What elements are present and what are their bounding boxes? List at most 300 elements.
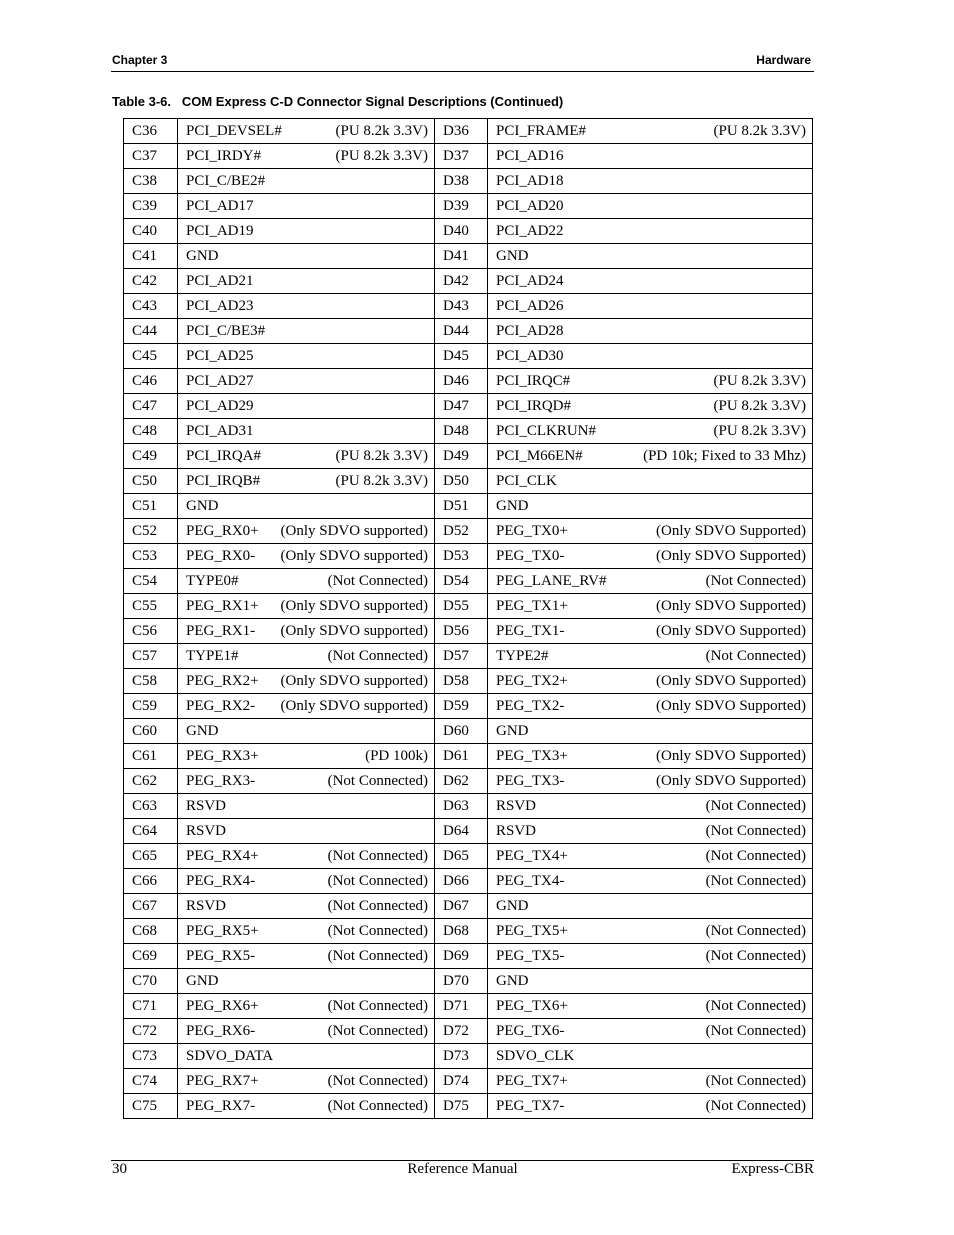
signal-table-body (124, 119, 813, 1119)
d-pin-cell: D55 (435, 594, 488, 619)
signal-name: SDVO_DATA (186, 1047, 274, 1064)
signal-name: GND (186, 497, 219, 514)
d-signal-cell (488, 194, 813, 219)
page-header (111, 52, 814, 72)
d-pin-cell: D60 (435, 719, 488, 744)
signal-name: PCI_IRQB# (186, 472, 261, 489)
signal-name: PEG_RX3+ (186, 747, 259, 764)
d-signal-cell (488, 1019, 813, 1044)
signal-name: PEG_RX6- (186, 1022, 256, 1039)
c-pin-cell: C57 (124, 644, 178, 669)
signal-name: PEG_TX2- (496, 697, 565, 714)
signal-name: PEG_RX0- (186, 547, 256, 564)
c-signal-cell (178, 644, 435, 669)
signal-note: (Not Connected) (705, 847, 806, 864)
signal-name: GND (496, 972, 529, 989)
c-signal-cell (178, 744, 435, 769)
c-pin-cell: C38 (124, 169, 178, 194)
table-row (124, 494, 813, 519)
c-signal-cell (178, 594, 435, 619)
signal-note: (Not Connected) (327, 572, 428, 589)
d-signal-cell (488, 644, 813, 669)
c-pin-cell: C65 (124, 844, 178, 869)
signal-name: PEG_TX2+ (496, 672, 568, 689)
signal-name: PCI_IRDY# (186, 147, 262, 164)
c-signal-cell (178, 669, 435, 694)
signal-name: SDVO_CLK (496, 1047, 575, 1064)
signal-table (123, 118, 813, 1119)
c-pin-cell: C39 (124, 194, 178, 219)
signal-name: PCI_AD16 (496, 147, 564, 164)
signal-name: PEG_RX5- (186, 947, 256, 964)
d-signal-cell (488, 594, 813, 619)
signal-name: PEG_RX7- (186, 1097, 256, 1114)
signal-name: PEG_RX0+ (186, 522, 259, 539)
table-row (124, 844, 813, 869)
c-pin-cell: C41 (124, 244, 178, 269)
d-pin-cell: D47 (435, 394, 488, 419)
c-pin-cell: C50 (124, 469, 178, 494)
signal-note: (Not Connected) (327, 772, 428, 789)
signal-note: (Not Connected) (705, 872, 806, 889)
table-title: COM Express C-D Connector Signal Descriptions (Continued) (181, 94, 564, 109)
signal-note: (Not Connected) (705, 1097, 806, 1114)
signal-name: PEG_RX2+ (186, 672, 259, 689)
d-signal-cell (488, 544, 813, 569)
d-signal-cell (488, 844, 813, 869)
c-signal-cell (178, 1044, 435, 1069)
table-row (124, 619, 813, 644)
d-pin-cell: D52 (435, 519, 488, 544)
c-pin-cell: C44 (124, 319, 178, 344)
signal-name: PEG_RX1- (186, 622, 256, 639)
d-signal-cell (488, 719, 813, 744)
d-pin-cell: D50 (435, 469, 488, 494)
signal-name: PCI_FRAME# (496, 122, 587, 139)
signal-name: PCI_AD25 (186, 347, 254, 364)
table-row (124, 369, 813, 394)
signal-note: (Not Connected) (705, 997, 806, 1014)
table-row (124, 169, 813, 194)
signal-name: PCI_IRQD# (496, 397, 572, 414)
table-row (124, 144, 813, 169)
signal-name: RSVD (186, 797, 227, 814)
c-pin-cell: C52 (124, 519, 178, 544)
signal-note: (Only SDVO Supported) (656, 672, 806, 689)
d-pin-cell: D71 (435, 994, 488, 1019)
signal-name: PCI_C/BE3# (186, 322, 266, 339)
page-number: 30 (112, 1161, 127, 1177)
signal-note: (Not Connected) (705, 922, 806, 939)
c-pin-cell: C63 (124, 794, 178, 819)
table-row (124, 1094, 813, 1119)
signal-note: (Not Connected) (327, 872, 428, 889)
d-pin-cell: D41 (435, 244, 488, 269)
c-signal-cell (178, 1069, 435, 1094)
d-signal-cell (488, 519, 813, 544)
table-row (124, 344, 813, 369)
d-signal-cell (488, 369, 813, 394)
table-number: Table 3-6. (112, 94, 172, 109)
c-signal-cell (178, 269, 435, 294)
signal-name: PEG_TX6- (496, 1022, 565, 1039)
table-row (124, 319, 813, 344)
signal-note: (PU 8.2k 3.3V) (335, 122, 428, 139)
d-pin-cell: D64 (435, 819, 488, 844)
d-signal-cell (488, 444, 813, 469)
c-pin-cell: C53 (124, 544, 178, 569)
signal-note: (PU 8.2k 3.3V) (713, 397, 806, 414)
c-pin-cell: C58 (124, 669, 178, 694)
signal-note: (Only SDVO Supported) (656, 597, 806, 614)
c-pin-cell: C66 (124, 869, 178, 894)
c-signal-cell (178, 794, 435, 819)
d-pin-cell: D49 (435, 444, 488, 469)
d-pin-cell: D38 (435, 169, 488, 194)
c-pin-cell: C59 (124, 694, 178, 719)
c-signal-cell (178, 819, 435, 844)
d-signal-cell (488, 994, 813, 1019)
c-pin-cell: C73 (124, 1044, 178, 1069)
table-row (124, 1044, 813, 1069)
c-signal-cell (178, 969, 435, 994)
c-pin-cell: C68 (124, 919, 178, 944)
section-label: Hardware (756, 53, 811, 67)
signal-name: GND (186, 722, 219, 739)
c-pin-cell: C67 (124, 894, 178, 919)
table-row (124, 794, 813, 819)
signal-note: (Only SDVO Supported) (656, 697, 806, 714)
signal-name: TYPE0# (186, 572, 239, 589)
table-row (124, 419, 813, 444)
signal-name: PEG_RX6+ (186, 997, 259, 1014)
d-pin-cell: D65 (435, 844, 488, 869)
signal-name: PEG_RX5+ (186, 922, 259, 939)
signal-name: PEG_RX4+ (186, 847, 259, 864)
c-signal-cell (178, 569, 435, 594)
signal-note: (Only SDVO supported) (280, 597, 428, 614)
signal-note: (Not Connected) (327, 1072, 428, 1089)
c-pin-cell: C75 (124, 1094, 178, 1119)
c-signal-cell (178, 244, 435, 269)
c-signal-cell (178, 394, 435, 419)
c-pin-cell: C43 (124, 294, 178, 319)
signal-name: PCI_M66EN# (496, 447, 583, 464)
table-row (124, 769, 813, 794)
d-pin-cell: D66 (435, 869, 488, 894)
table-row (124, 819, 813, 844)
d-signal-cell (488, 244, 813, 269)
signal-name: PCI_AD18 (496, 172, 564, 189)
signal-note: (PD 10k; Fixed to 33 Mhz) (643, 447, 806, 464)
table-row (124, 594, 813, 619)
signal-name: GND (496, 897, 529, 914)
d-pin-cell: D61 (435, 744, 488, 769)
d-signal-cell (488, 869, 813, 894)
c-pin-cell: C37 (124, 144, 178, 169)
signal-name: PEG_TX0+ (496, 522, 568, 539)
c-signal-cell (178, 169, 435, 194)
signal-name: PCI_AD30 (496, 347, 564, 364)
c-signal-cell (178, 519, 435, 544)
c-pin-cell: C46 (124, 369, 178, 394)
signal-name: PCI_CLKRUN# (496, 422, 597, 439)
c-signal-cell (178, 1094, 435, 1119)
c-pin-cell: C42 (124, 269, 178, 294)
signal-note: (Not Connected) (327, 1097, 428, 1114)
d-signal-cell (488, 944, 813, 969)
c-signal-cell (178, 119, 435, 144)
c-pin-cell: C60 (124, 719, 178, 744)
d-pin-cell: D43 (435, 294, 488, 319)
signal-note: (Not Connected) (705, 572, 806, 589)
c-pin-cell: C40 (124, 219, 178, 244)
d-pin-cell: D48 (435, 419, 488, 444)
d-pin-cell: D69 (435, 944, 488, 969)
signal-name: PEG_TX7+ (496, 1072, 568, 1089)
c-signal-cell (178, 944, 435, 969)
signal-note: (Not Connected) (327, 647, 428, 664)
c-pin-cell: C69 (124, 944, 178, 969)
c-signal-cell (178, 319, 435, 344)
signal-name: PCI_AD19 (186, 222, 254, 239)
c-signal-cell (178, 144, 435, 169)
signal-note: (Not Connected) (327, 922, 428, 939)
signal-note: (Not Connected) (705, 1022, 806, 1039)
signal-note: (Not Connected) (327, 997, 428, 1014)
table-row (124, 694, 813, 719)
d-pin-cell: D62 (435, 769, 488, 794)
signal-name: PCI_AD26 (496, 297, 564, 314)
signal-name: PEG_TX1- (496, 622, 565, 639)
d-pin-cell: D40 (435, 219, 488, 244)
signal-name: PEG_TX4- (496, 872, 565, 889)
c-pin-cell: C70 (124, 969, 178, 994)
c-signal-cell (178, 219, 435, 244)
d-signal-cell (488, 394, 813, 419)
table-row (124, 219, 813, 244)
signal-note: (Not Connected) (705, 822, 806, 839)
table-row (124, 469, 813, 494)
signal-name: PEG_TX6+ (496, 997, 568, 1014)
table-row (124, 269, 813, 294)
c-pin-cell: C74 (124, 1069, 178, 1094)
signal-name: PEG_TX3- (496, 772, 565, 789)
signal-note: (Only SDVO Supported) (656, 772, 806, 789)
signal-note: (Only SDVO Supported) (656, 522, 806, 539)
c-pin-cell: C54 (124, 569, 178, 594)
table-row (124, 119, 813, 144)
page-footer (111, 1160, 814, 1181)
table-row (124, 969, 813, 994)
d-pin-cell: D75 (435, 1094, 488, 1119)
signal-name: RSVD (496, 822, 537, 839)
d-pin-cell: D46 (435, 369, 488, 394)
d-signal-cell (488, 569, 813, 594)
signal-note: (PD 100k) (365, 747, 428, 764)
signal-name: PCI_AD24 (496, 272, 564, 289)
d-signal-cell (488, 169, 813, 194)
d-signal-cell (488, 269, 813, 294)
table-row (124, 919, 813, 944)
c-signal-cell (178, 419, 435, 444)
c-signal-cell (178, 544, 435, 569)
signal-name: TYPE2# (496, 647, 549, 664)
signal-name: PCI_DEVSEL# (186, 122, 282, 139)
d-signal-cell (488, 469, 813, 494)
c-signal-cell (178, 194, 435, 219)
table-row (124, 519, 813, 544)
c-pin-cell: C55 (124, 594, 178, 619)
table-row (124, 544, 813, 569)
d-pin-cell: D44 (435, 319, 488, 344)
d-signal-cell (488, 1094, 813, 1119)
c-pin-cell: C51 (124, 494, 178, 519)
table-row (124, 569, 813, 594)
c-signal-cell (178, 844, 435, 869)
signal-name: PEG_TX5- (496, 947, 565, 964)
signal-note: (Not Connected) (327, 1022, 428, 1039)
c-pin-cell: C56 (124, 619, 178, 644)
signal-name: PCI_IRQC# (496, 372, 571, 389)
c-pin-cell: C71 (124, 994, 178, 1019)
c-signal-cell (178, 344, 435, 369)
d-signal-cell (488, 344, 813, 369)
d-pin-cell: D57 (435, 644, 488, 669)
c-signal-cell (178, 994, 435, 1019)
signal-note: (PU 8.2k 3.3V) (713, 122, 806, 139)
signal-note: (PU 8.2k 3.3V) (713, 422, 806, 439)
c-pin-cell: C49 (124, 444, 178, 469)
c-pin-cell: C64 (124, 819, 178, 844)
signal-name: RSVD (496, 797, 537, 814)
c-signal-cell (178, 769, 435, 794)
d-signal-cell (488, 794, 813, 819)
c-signal-cell (178, 444, 435, 469)
signal-note: (PU 8.2k 3.3V) (335, 472, 428, 489)
c-signal-cell (178, 694, 435, 719)
signal-note: (PU 8.2k 3.3V) (335, 147, 428, 164)
d-pin-cell: D63 (435, 794, 488, 819)
table-caption (112, 94, 563, 109)
d-pin-cell: D74 (435, 1069, 488, 1094)
c-pin-cell: C47 (124, 394, 178, 419)
signal-name: PEG_RX7+ (186, 1072, 259, 1089)
signal-note: (Only SDVO Supported) (656, 547, 806, 564)
c-pin-cell: C61 (124, 744, 178, 769)
d-pin-cell: D59 (435, 694, 488, 719)
d-signal-cell (488, 969, 813, 994)
signal-name: PEG_TX7- (496, 1097, 565, 1114)
c-signal-cell (178, 719, 435, 744)
c-signal-cell (178, 869, 435, 894)
signal-name: GND (496, 247, 529, 264)
table-row (124, 894, 813, 919)
c-pin-cell: C45 (124, 344, 178, 369)
d-pin-cell: D53 (435, 544, 488, 569)
chapter-label: Chapter 3 (112, 53, 168, 67)
d-signal-cell (488, 744, 813, 769)
d-pin-cell: D39 (435, 194, 488, 219)
signal-name: PEG_TX5+ (496, 922, 568, 939)
d-pin-cell: D45 (435, 344, 488, 369)
d-pin-cell: D36 (435, 119, 488, 144)
table-row (124, 669, 813, 694)
signal-note: (Not Connected) (705, 947, 806, 964)
signal-name: TYPE1# (186, 647, 239, 664)
c-signal-cell (178, 894, 435, 919)
signal-name: PCI_AD17 (186, 197, 254, 214)
signal-note: (Only SDVO supported) (280, 622, 428, 639)
signal-name: PEG_RX2- (186, 697, 256, 714)
c-signal-cell (178, 294, 435, 319)
signal-note: (Not Connected) (705, 1072, 806, 1089)
d-signal-cell (488, 1069, 813, 1094)
signal-name: PEG_TX1+ (496, 597, 568, 614)
d-signal-cell (488, 894, 813, 919)
table-row (124, 1019, 813, 1044)
signal-name: PEG_RX1+ (186, 597, 259, 614)
signal-note: (Only SDVO Supported) (656, 622, 806, 639)
d-signal-cell (488, 119, 813, 144)
d-pin-cell: D70 (435, 969, 488, 994)
signal-name: PEG_TX4+ (496, 847, 568, 864)
signal-name: RSVD (186, 822, 227, 839)
signal-name: PCI_AD23 (186, 297, 254, 314)
d-signal-cell (488, 219, 813, 244)
table-row (124, 869, 813, 894)
signal-name: PCI_AD22 (496, 222, 564, 239)
signal-note: (PU 8.2k 3.3V) (713, 372, 806, 389)
signal-name: GND (186, 972, 219, 989)
d-signal-cell (488, 694, 813, 719)
table-row (124, 719, 813, 744)
signal-name: GND (496, 497, 529, 514)
c-pin-cell: C72 (124, 1019, 178, 1044)
c-signal-cell (178, 919, 435, 944)
signal-name: PEG_RX4- (186, 872, 256, 889)
c-pin-cell: C62 (124, 769, 178, 794)
signal-note: (Not Connected) (705, 797, 806, 814)
signal-name: PEG_TX3+ (496, 747, 568, 764)
d-signal-cell (488, 319, 813, 344)
signal-name: PCI_AD20 (496, 197, 564, 214)
signal-name: PCI_AD28 (496, 322, 564, 339)
product-name: Express-CBR (731, 1161, 814, 1177)
d-signal-cell (488, 1044, 813, 1069)
table-row (124, 444, 813, 469)
manual-title: Reference Manual (407, 1161, 518, 1177)
d-signal-cell (488, 769, 813, 794)
signal-name: RSVD (186, 897, 227, 914)
signal-note: (Not Connected) (705, 647, 806, 664)
signal-name: GND (496, 722, 529, 739)
signal-note: (Not Connected) (327, 847, 428, 864)
table-row (124, 194, 813, 219)
c-signal-cell (178, 369, 435, 394)
signal-name: PCI_AD21 (186, 272, 254, 289)
signal-name: PCI_C/BE2# (186, 172, 266, 189)
d-signal-cell (488, 669, 813, 694)
table-row (124, 394, 813, 419)
c-signal-cell (178, 469, 435, 494)
d-pin-cell: D73 (435, 1044, 488, 1069)
d-pin-cell: D67 (435, 894, 488, 919)
table-row (124, 644, 813, 669)
d-signal-cell (488, 419, 813, 444)
signal-name: PEG_RX3- (186, 772, 256, 789)
d-signal-cell (488, 819, 813, 844)
